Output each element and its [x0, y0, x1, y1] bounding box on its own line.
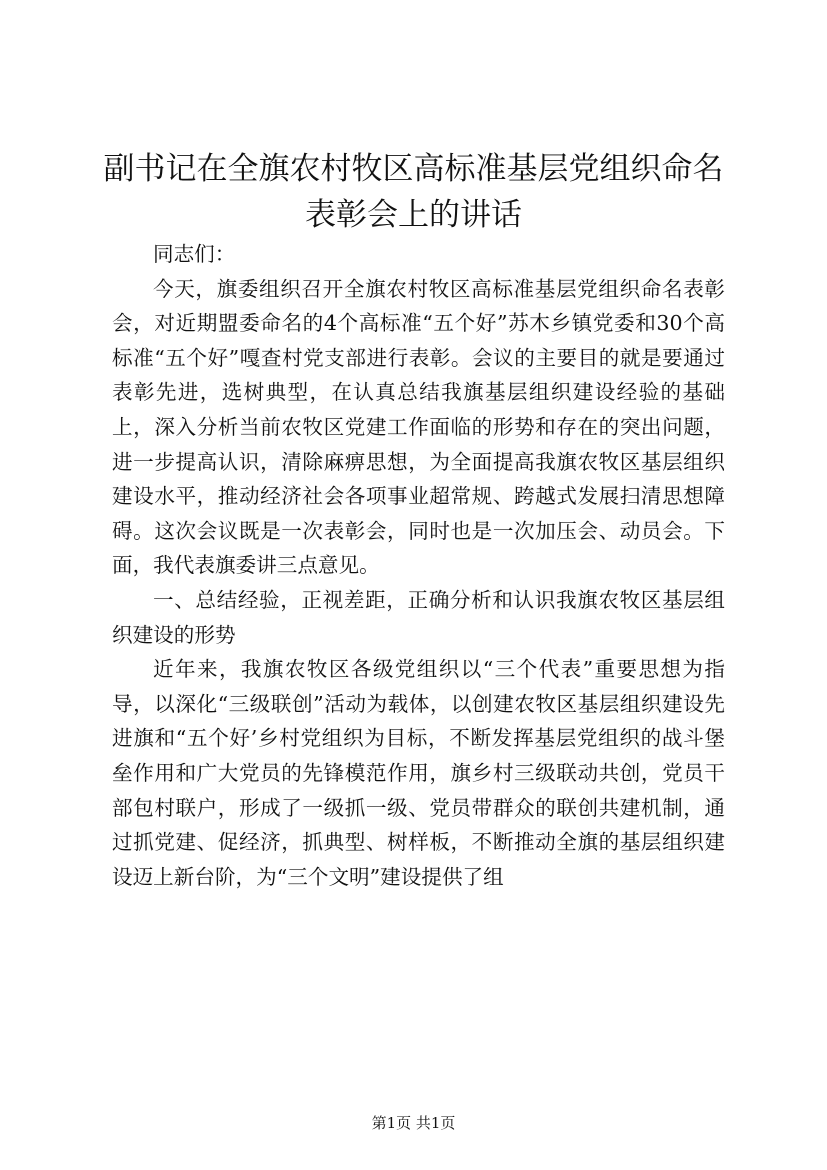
document-title: 副书记在全旗农村牧区高标准基层党组织命名表彰会上的讲话 — [103, 151, 724, 233]
paragraph-section-1: 近年来，我旗农牧区各级党组织以“三个代表”重要思想为指导，以深化“三级联创”活动为载体，以创建农牧区基层组织建设先进旗和“五个好’乡村党组织为目标，不断发挥基层党组织的战斗堡垒作用和广大党员的先锋模范作用，旗乡村三级联动共创，党员干部包村联户，形成了一级抓一级、党员带群众的联创共建机制，通过抓党建、促经济，抓典型、树样板，不断推动全旗的基层组织建设迈上新台阶，为“三个文明”建设提供了组 — [112, 657, 725, 889]
document-body — [112, 237, 725, 894]
salutation: 同志们： — [153, 242, 236, 266]
paragraph-opening: 今天，旗委组织召开全旗农村牧区高标准基层党组织命名表彰会，对近期盟委命名的4个高标准“五个好”苏木乡镇党委和30个高标准“五个好”嘎查村党支部进行表彰。会议的主要目的就是要通过表彰先进，选树典型，在认真总结我旗基层组织建设经验的基础上，深入分析当前农牧区党建工作面临的形势和存在的突出问题，进一步提高认识，清除麻痹思想，为全面提高我旗农牧区基层组织建设水平，推动经济社会各项事业超常规、跨越式发展扫清思想障碍。这次会议既是一次表彰会，同时也是一次加压会、动员会。下面，我代表旗委讲三点意见。 — [112, 276, 725, 578]
section-heading-1: 一、总结经验，正视差距，正确分析和认识我旗农牧区基层组织建设的形势 — [112, 587, 725, 647]
page-number-footer: 第1页 共1页 — [371, 1114, 456, 1132]
